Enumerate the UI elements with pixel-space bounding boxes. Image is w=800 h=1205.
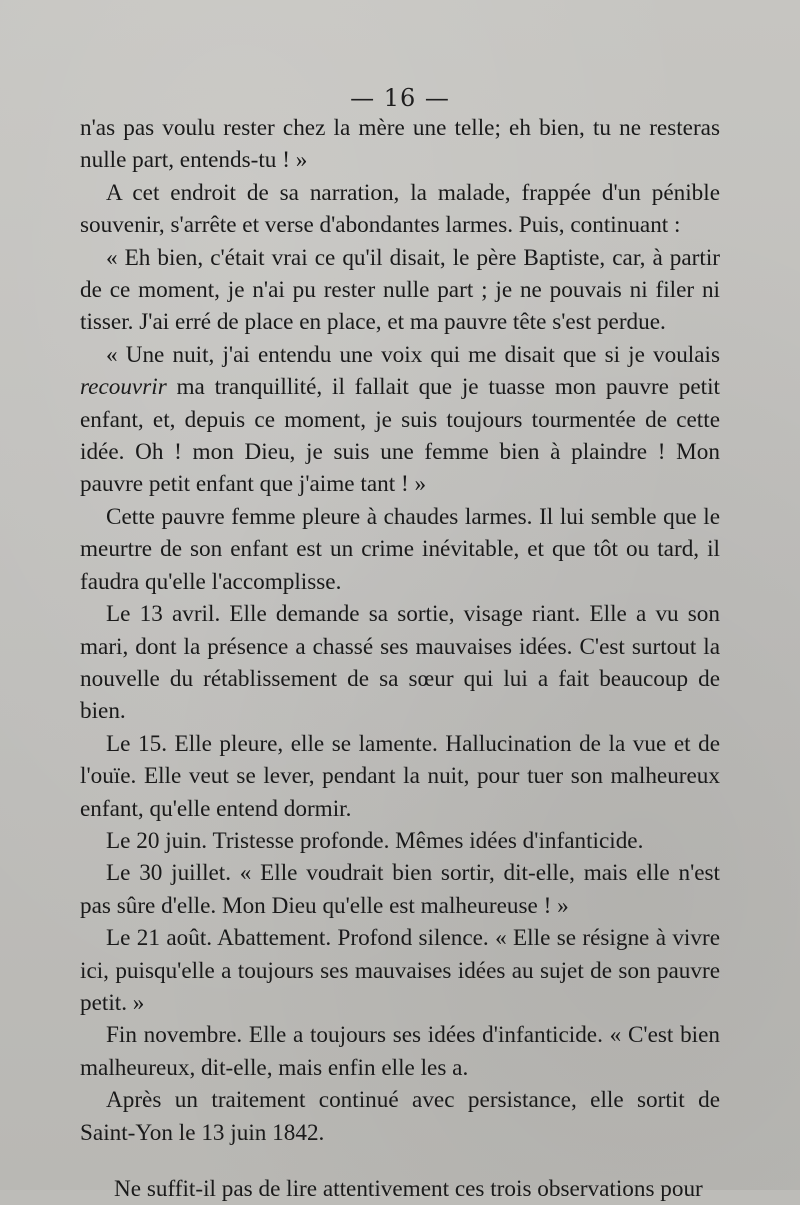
paragraph-21-aout: Le 21 août. Abattement. Profond silence. « Elle se résigne à vivre ici, puisqu'elle a toujours ses mauvaises idées au sujet de son pauvre petit. » — [80, 925, 720, 1016]
quote-voice-before: « Une nuit, j'ai entendu une voix qui me disait que si je voulais — [106, 341, 720, 368]
paragraph-traitement: Après un traitement continué avec persistance, elle sortit de Saint-Yon le 13 juin 1842. — [80, 1087, 720, 1146]
quote-voice-italic: recouvrir — [80, 374, 167, 401]
paragraph-weeping: Cette pauvre femme pleure à chaudes larmes. Il lui semble que le meurtre de son enfant est un crime inévitable, et que tôt ou tard, il faudra qu'elle l'accomplisse. — [80, 503, 720, 595]
quote-voice-after: ma tranquillité, il fallait que je tuasse mon pauvre petit enfant, et, depuis ce moment, je suis toujours tourmentée de cette idée. Oh ! mon Dieu, je suis une femme bien à plaindre ! Mon pauvre petit enfant que j'aime tant ! » — [80, 374, 720, 498]
paragraph-conclusion: Ne suffit-il pas de lire attentivement ces trois observations pour — [114, 1176, 703, 1202]
paragraph-quote-voice — [80, 339, 720, 501]
paragraph-narration: A cet endroit de sa narration, la malade, frappée d'un pénible souvenir, s'arrête et verse d'abondantes larmes. Puis, continuant : — [80, 179, 720, 239]
paragraph-15: Le 15. Elle pleure, elle se lamente. Hallucination de la vue et de l'ouïe. Elle veut se lever, pendant la nuit, pour tuer son malheureux enfant, qu'elle entend dormir. — [80, 730, 720, 822]
paragraph-quote-baptiste: « Eh bien, c'était vrai ce qu'il disait, le père Baptiste, car, à partir de ce moment, je n'ai pu rester nulle part ; je ne pouvais ni filer ni tisser. J'ai erré de place en place, et ma pauvre tête s'est perdue. — [80, 244, 720, 336]
page-number: — 16 — — [350, 84, 450, 112]
page-body — [80, 112, 720, 1205]
paragraph-13-avril: Le 13 avril. Elle demande sa sortie, visage riant. Elle a vu son mari, dont la présence a chassé ses mauvaises idées. C'est surtout la nouvelle du rétablissement de sa sœur qui lui a fait beaucoup de bien. — [80, 601, 720, 725]
paragraph-30-juillet: Le 30 juillet. « Elle voudrait bien sortir, dit-elle, mais elle n'est pas sûre d'elle. Mon Dieu qu'elle est malheureuse ! » — [80, 860, 720, 919]
paragraph-20-juin: Le 20 juin. Tristesse profonde. Mêmes idées d'infanticide. — [106, 827, 644, 854]
paragraph-fin-novembre: Fin novembre. Elle a toujours ses idées d'infanticide. « C'est bien malheureux, dit-elle, mais enfin elle les a. — [80, 1022, 720, 1081]
paragraph-continuation: n'as pas voulu rester chez la mère une telle; eh bien, tu ne resteras nulle part, entends-tu ! » — [80, 115, 720, 174]
